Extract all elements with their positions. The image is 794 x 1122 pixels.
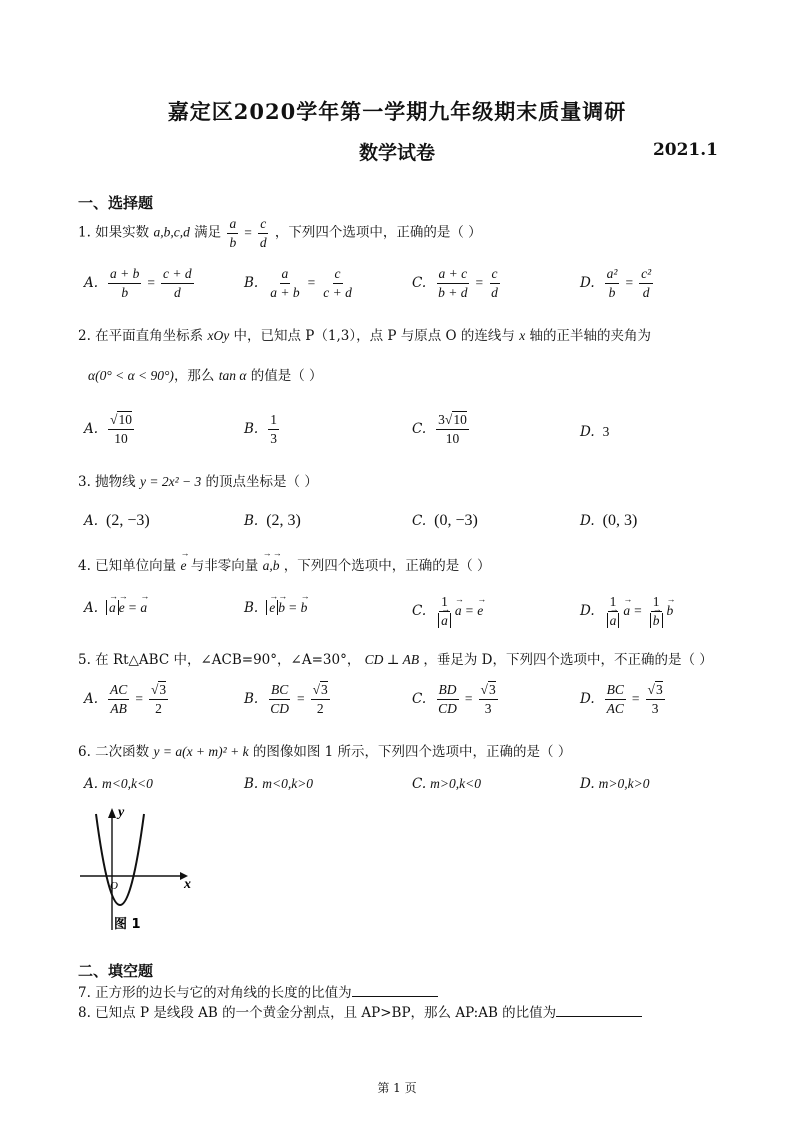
q3-option-d[interactable]: D. (0, 3) (580, 512, 638, 529)
answer-blank-7[interactable] (352, 982, 438, 997)
q2-option-b[interactable]: B. $\frac{1}{3}$ (244, 412, 277, 446)
q6-option-a[interactable]: A. m<0,k<0 (84, 776, 153, 792)
origin-label: O (110, 880, 118, 892)
question-4: 4. 已知单位向量 → e 与非零向量 → a,→ b ，下列四个选项中，正确的是（ ） (78, 556, 491, 576)
page-subtitle: 数学试卷 (358, 142, 435, 164)
q5-option-c[interactable]: C. $\frac{BD}{CD}$ = $\frac{√3}{3}$ (412, 682, 496, 716)
question-8: 8. 已知点 P 是线段 AB 的一个黄金分割点，且 AP>BP，那么 AP:AB 的比值为 (78, 1002, 642, 1023)
answer-blank-8[interactable] (556, 1002, 642, 1017)
question-1: 1. 如果实数 a,b,c,d 满足 $\frac{a}{b}$ = $\frac{c}{d}$ ，下列四个选项中，正确的是（ ） (78, 216, 482, 250)
figure-caption: 图 1 (114, 917, 141, 932)
q1-option-a[interactable]: A. $\frac{a + b}{b}$ = $\frac{c + d}{d}$ (84, 266, 192, 300)
q1-option-c[interactable]: C. $\frac{a + c}{b + d}$ = $\frac{c}{d}$ (412, 266, 498, 300)
q3-option-a[interactable]: A. (2, −3) (84, 512, 150, 529)
q4-option-d[interactable]: D. 1 → a → a = 1 → b → b (580, 594, 673, 628)
q1-option-d[interactable]: D. $\frac{\text{a²}}{b}$ = $\frac{\text{c²}}{d}$ (580, 266, 652, 300)
page-number: 第 1 页 (377, 1081, 417, 1095)
q5-option-a[interactable]: A. $\frac{AC}{AB}$ = $\frac{√3}{2}$ (84, 682, 167, 716)
question-2-line2: α(0° < α < 90°)，那么 tan α 的值是（ ） (88, 368, 323, 384)
question-2-line1: 2. 在平面直角坐标系 xOy 中，已知点 P（1,3），点 P 与原点 O 的连线与 x 轴的正半轴的夹角为 (78, 328, 652, 344)
q4-option-b[interactable]: B. → e→ b = → b (244, 600, 307, 616)
q4-option-c[interactable]: C. 1 → a → a = → e (412, 594, 483, 628)
q4-option-a[interactable]: A. → a→ e = → a (84, 600, 147, 616)
q3-option-b[interactable]: B. (2, 3) (244, 512, 301, 529)
figure-1-parabola (76, 800, 202, 936)
question-7: 7. 正方形的边长与它的对角线的长度的比值为 (78, 982, 438, 1003)
question-6: 6. 二次函数 y = a(x + m)² + k 的图像如图 1 所示，下列四个选项中，正确的是（ ） (78, 744, 572, 760)
exam-date: 2021.1 (652, 140, 718, 160)
q5-option-b[interactable]: B. $\frac{BC}{CD}$ = $\frac{√3}{2}$ (244, 682, 328, 716)
question-5: 5. 在 Rt△ABC 中，∠ACB=90°，∠A=30°， CD ⊥ AB ，垂足为 D，下列四个选项中，不正确的是（ ） (78, 652, 713, 668)
q1-option-b[interactable]: B. $\frac{a}{a + b}$ = $\frac{c}{c + d}$ (244, 266, 352, 300)
y-axis-label: y (118, 805, 125, 820)
q6-option-b[interactable]: B. m<0,k>0 (244, 776, 314, 792)
q2-option-c[interactable]: C. $\frac{3√10}{10}$ (412, 412, 467, 446)
q2-option-a[interactable]: A. $\frac{√10}{10}$ (84, 412, 132, 446)
y-axis-arrow (108, 808, 116, 818)
section-choice: 一、选择题 (78, 194, 154, 212)
parabola-curve (96, 814, 144, 905)
question-3: 3. 抛物线 y = 2x² − 3 的顶点坐标是（ ） (78, 474, 318, 490)
x-axis-label: x (184, 877, 191, 892)
page-title: 嘉定区2020学年第一学期九年级期末质量调研 (167, 99, 627, 124)
q2-option-d[interactable]: D. 3 (580, 424, 610, 440)
q6-option-c[interactable]: C. m>0,k<0 (412, 776, 481, 792)
q5-option-d[interactable]: D. $\frac{BC}{AC}$ = $\frac{√3}{3}$ (580, 682, 663, 716)
section-fill: 二、填空题 (78, 962, 154, 980)
q6-option-d[interactable]: D. m>0,k>0 (580, 776, 650, 792)
q3-option-c[interactable]: C. (0, −3) (412, 512, 478, 529)
